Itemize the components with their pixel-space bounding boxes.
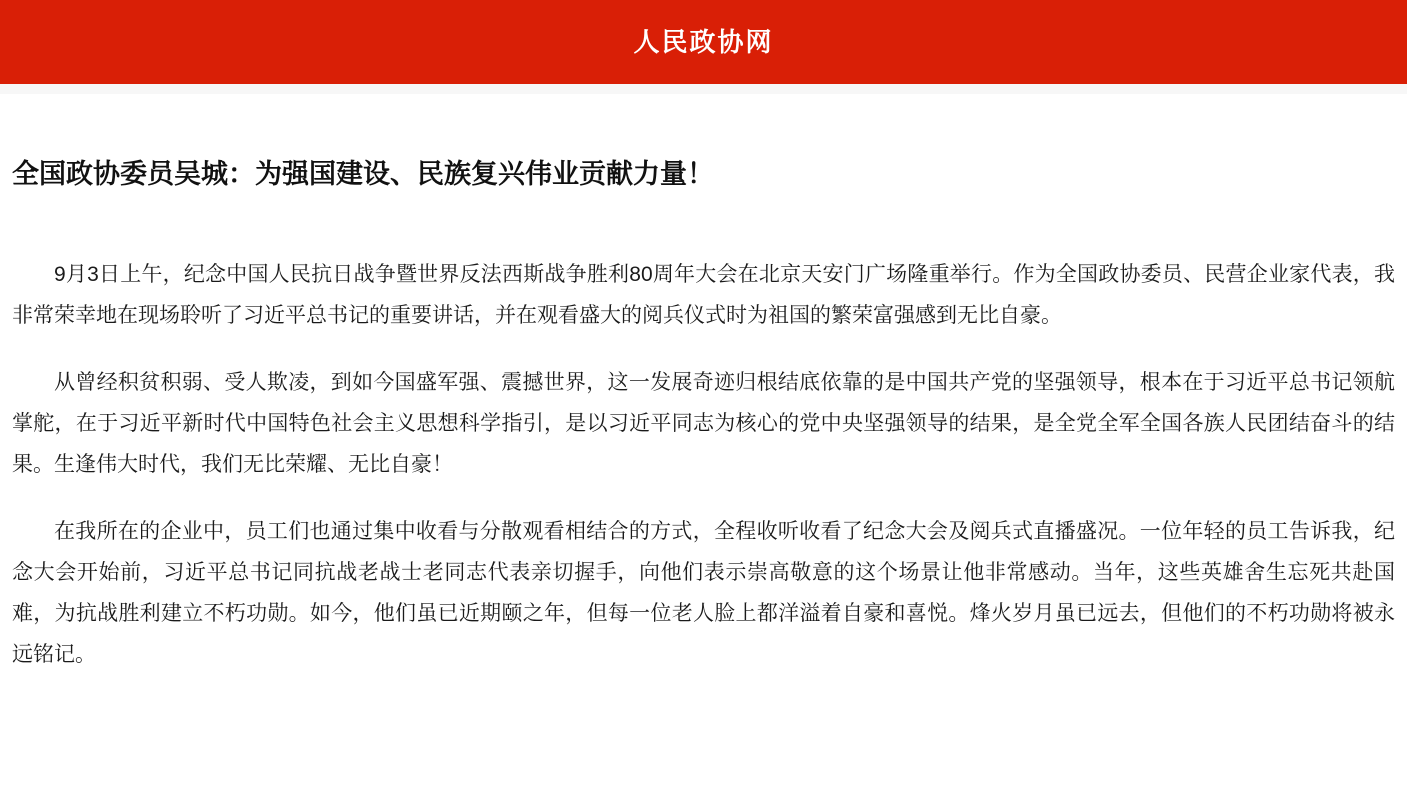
article-paragraph: 在我所在的企业中，员工们也通过集中收看与分散观看相结合的方式，全程收听收看了纪念大会及阅兵式直播盛况。一位年轻的员工告诉我，纪念大会开始前，习近平总书记同抗战老战士老同志代表亲切握手，向他们表示崇高敬意的这个场景让他非常感动。当年，这些英雄舍生忘死共赴国难，为抗战胜利建立不朽功勋。如今，他们虽已近期颐之年，但每一位老人脸上都洋溢着自豪和喜悦。烽火岁月虽已远去，但他们的不朽功勋将被永远铭记。 — [12, 520, 1395, 667]
article-container — [0, 94, 1407, 675]
header-divider — [0, 84, 1407, 94]
article-body — [12, 192, 1395, 675]
site-header — [0, 0, 1407, 84]
article-paragraph: 9月3日上午，纪念中国人民抗日战争暨世界反法西斯战争胜利80周年大会在北京天安门广场隆重举行。作为全国政协委员、民营企业家代表，我非常荣幸地在现场聆听了习近平总书记的重要讲话，并在观看盛大的阅兵仪式时为祖国的繁荣富强感到无比自豪。 — [12, 263, 1395, 328]
article-title: 全国政协委员吴城：为强国建设、民族复兴伟业贡献力量！ — [12, 159, 714, 189]
article-paragraph: 从曾经积贫积弱、受人欺凌，到如今国盛军强、震撼世界，这一发展奇迹归根结底依靠的是中国共产党的坚强领导，根本在于习近平总书记领航掌舵，在于习近平新时代中国特色社会主义思想科学指引，是以习近平同志为核心的党中央坚强领导的结果，是全党全军全国各族人民团结奋斗的结果。生逢伟大时代，我们无比荣耀、无比自豪！ — [12, 371, 1395, 477]
site-title: 人民政协网 — [633, 27, 774, 57]
